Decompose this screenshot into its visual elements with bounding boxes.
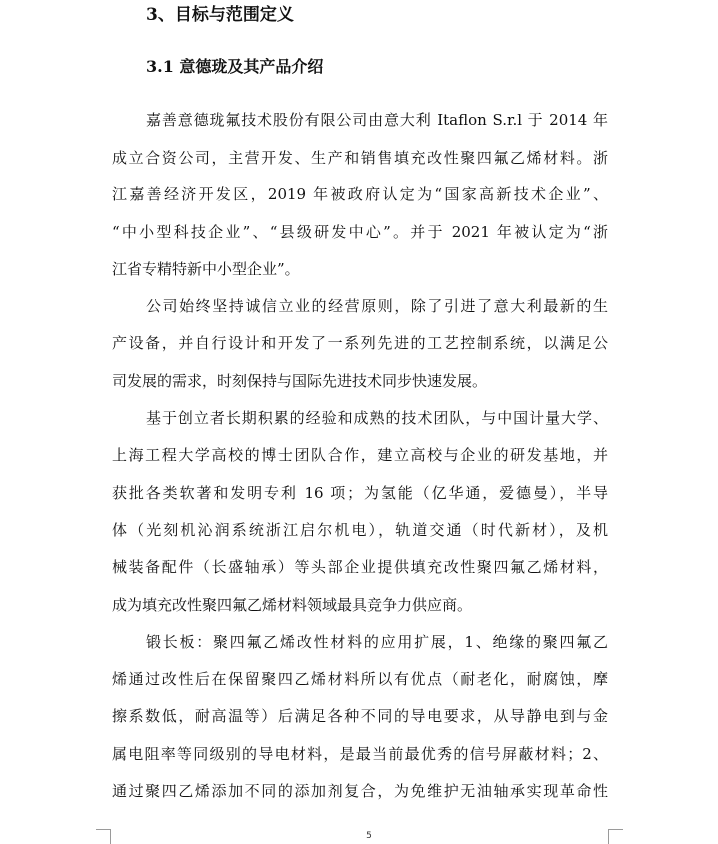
paragraph-2-line-3: 司发展的需求，时刻保持与国际先进技术同步快速发展。 bbox=[112, 372, 488, 390]
paragraph-4-line-5: 通过聚四乙烯添加不同的添加剂复合，为免维护无油轴承实现革命性 bbox=[112, 782, 608, 800]
page-number: 5 bbox=[366, 831, 372, 841]
paragraph-4-line-3: 擦系数低，耐高温等）后满足各种不同的导电要求，从导静电到与金 bbox=[112, 707, 608, 725]
paragraph-4-line-2: 烯通过改性后在保留聚四乙烯材料所以有优点（耐老化，耐腐蚀，摩 bbox=[112, 670, 608, 688]
paragraph-3-line-2: 上海工程大学高校的博士团队合作，建立高校与企业的研发基地，并 bbox=[112, 446, 608, 464]
paragraph-3-line-3: 获批各类软著和发明专利 16 项；为氢能（亿华通，爱德曼），半导 bbox=[112, 484, 608, 502]
paragraph-2-line-2: 产设备，并自行设计和开发了一系列先进的工艺控制系统，以满足公 bbox=[112, 334, 608, 352]
paragraph-3-line-4: 体（光刻机沁润系统浙江启尔机电），轨道交通（时代新材），及机 bbox=[112, 521, 608, 539]
paragraph-3-line-1: 基于创立者长期积累的经验和成熟的技术团队，与中国计量大学、 bbox=[146, 409, 608, 427]
paragraph-1-line-2: 成立合资公司，主营开发、生产和销售填充改性聚四氟乙烯材料。浙 bbox=[112, 149, 608, 167]
paragraph-4-line-4: 属电阻率等同级别的导电材料，是最当前最优秀的信号屏蔽材料；2、 bbox=[112, 745, 608, 763]
bottom-right-crop-mark bbox=[608, 829, 623, 844]
section-heading: 3、目标与范围定义 bbox=[146, 5, 294, 25]
paragraph-2-line-1: 公司始终坚持诚信立业的经营原则，除了引进了意大利最新的生 bbox=[146, 297, 608, 315]
paragraph-3-line-5: 械装备配件（长盛轴承）等头部企业提供填充改性聚四氟乙烯材料， bbox=[112, 558, 608, 576]
bottom-left-crop-mark bbox=[96, 829, 111, 844]
paragraph-3-line-6: 成为填充改性聚四氟乙烯材料领域最具竞争力供应商。 bbox=[112, 596, 473, 614]
paragraph-1-line-1: 嘉善意德珑氟技术股份有限公司由意大利 Itaflon S.r.l 于 2014 年 bbox=[146, 111, 608, 129]
subsection-heading: 3.1 意德珑及其产品介绍 bbox=[146, 57, 324, 76]
paragraph-1-line-3: 江嘉善经济开发区，2019 年被政府认定为“国家高新技术企业”、 bbox=[112, 185, 608, 203]
paragraph-1-line-5: 江省专精特新中小型企业”。 bbox=[112, 260, 300, 278]
paragraph-4-line-1: 锻长板：聚四氟乙烯改性材料的应用扩展，1、绝缘的聚四氟乙 bbox=[146, 633, 608, 651]
paragraph-1-line-4: “中小型科技企业”、“县级研发中心”。并于 2021 年被认定为“浙 bbox=[112, 223, 608, 241]
